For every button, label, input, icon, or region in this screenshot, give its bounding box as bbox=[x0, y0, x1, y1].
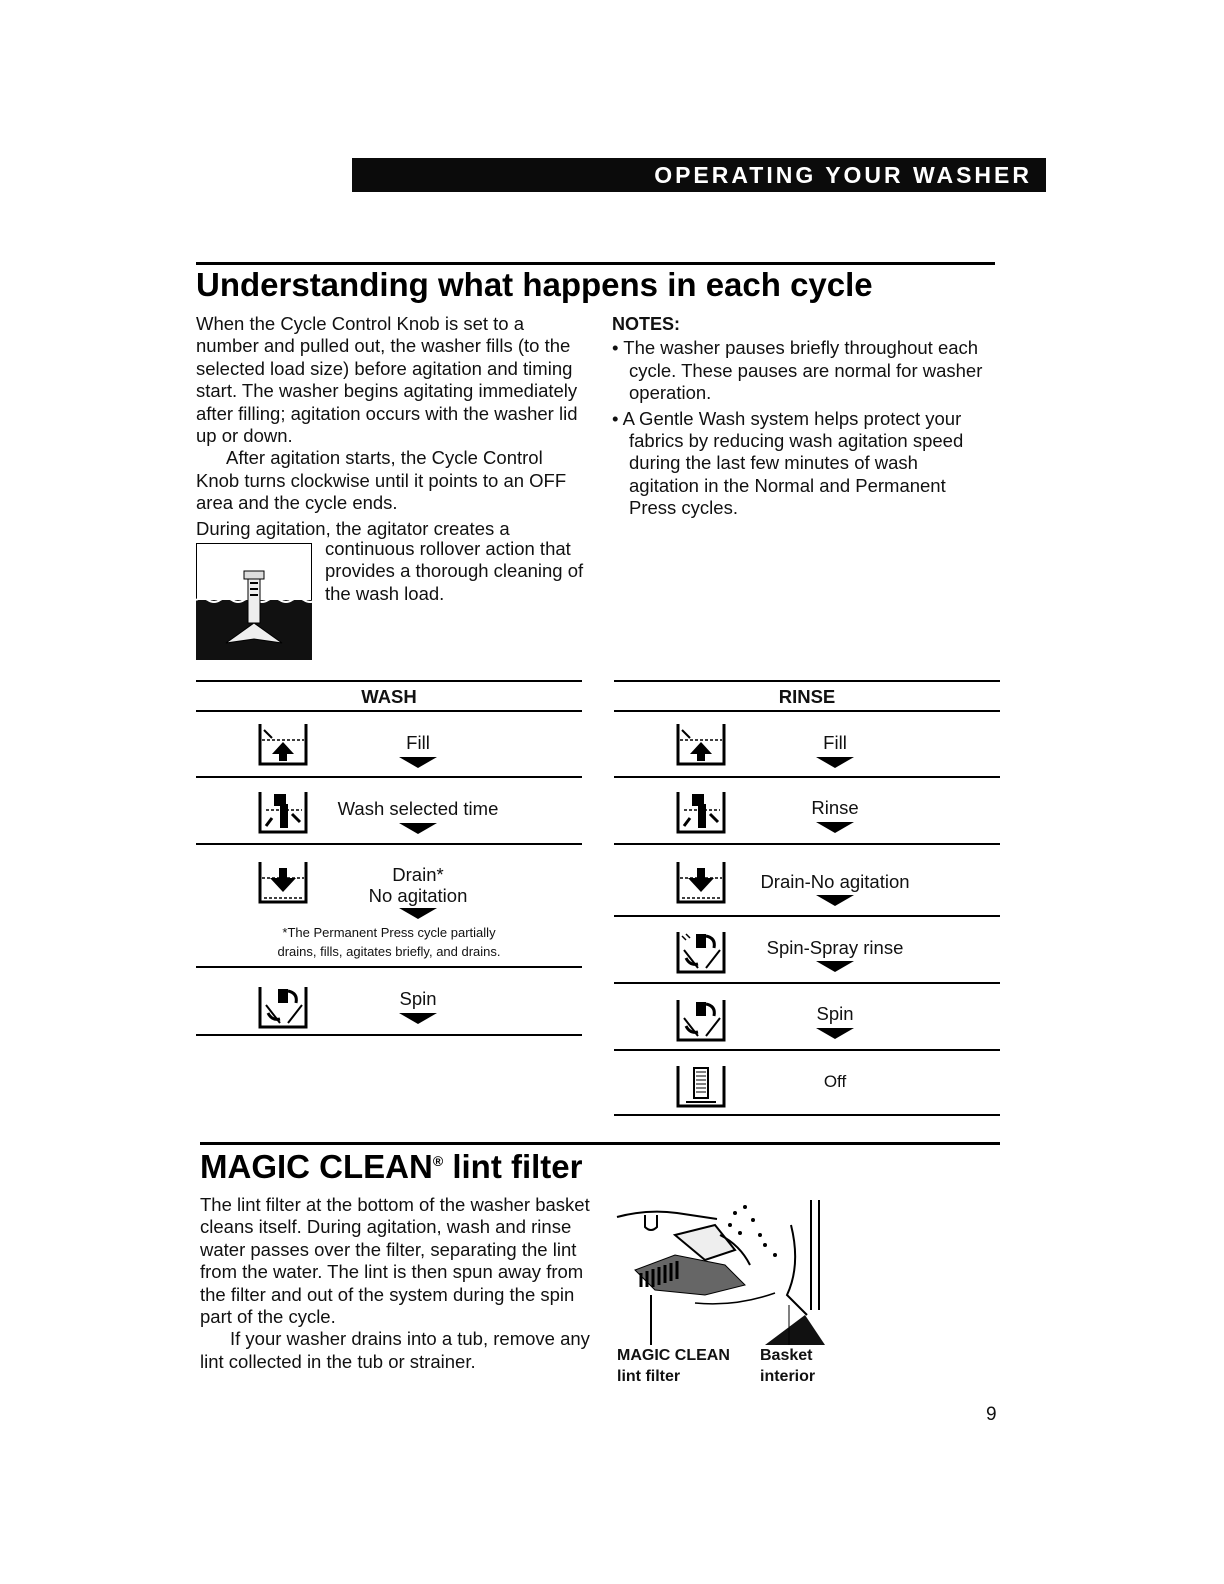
wash-step-label: Drain* bbox=[392, 864, 444, 885]
caption-line: Basket bbox=[760, 1347, 813, 1364]
rinse-rule bbox=[614, 843, 1000, 845]
down-arrow-icon bbox=[816, 757, 854, 768]
agitator-text: continuous rollover action that provides a thorough cleaning of the wash load. bbox=[325, 538, 584, 604]
wash-step-label: Wash selected time bbox=[337, 798, 499, 819]
section-title-rest: lint filter bbox=[443, 1148, 583, 1185]
fill-icon bbox=[258, 720, 310, 768]
down-arrow-icon bbox=[399, 757, 437, 768]
lint-text bbox=[200, 1194, 590, 1373]
intro-paragraph: After agitation starts, the Cycle Control Knob turns clockwise until it points to an OFF area and the cycle ends. bbox=[196, 447, 567, 514]
page-title: Understanding what happens in each cycle bbox=[196, 266, 873, 303]
rinse-step-label: Drain-No agitation bbox=[760, 871, 910, 892]
wash-rule bbox=[196, 1034, 582, 1036]
rinse-step-label: Off bbox=[823, 1072, 847, 1091]
wash-step-label: Fill bbox=[406, 732, 430, 753]
rinse-rule bbox=[614, 680, 1000, 682]
drain-icon bbox=[258, 858, 310, 906]
page-number: 9 bbox=[986, 1404, 997, 1425]
rinse-rule bbox=[614, 1049, 1000, 1051]
spin-icon bbox=[258, 983, 310, 1031]
section-banner: OPERATING YOUR WASHER bbox=[352, 158, 1046, 192]
rinse-rule bbox=[614, 1114, 1000, 1116]
intro-paragraph: During agitation, the agitator creates a bbox=[196, 517, 510, 539]
rinse-step-label: Spin bbox=[816, 1003, 854, 1024]
lint-paragraph: If your washer drains into a tub, remove any lint collected in the tub or strainer. bbox=[200, 1328, 590, 1372]
spin-icon bbox=[676, 996, 728, 1044]
wash-rule bbox=[196, 710, 582, 712]
down-arrow-icon bbox=[399, 823, 437, 834]
rinse-step-label: Spin-Spray rinse bbox=[766, 937, 904, 958]
note-item: • A Gentle Wash system helps protect your fabrics by reducing wash agitation speed during the last few minutes of wash agitation in the Normal and Permanent Press cycles. bbox=[612, 407, 964, 519]
rinse-rule bbox=[614, 776, 1000, 778]
title-rule bbox=[200, 1142, 1000, 1145]
title-rule bbox=[196, 262, 995, 265]
down-arrow-icon bbox=[399, 908, 437, 919]
rinse-heading: RINSE bbox=[778, 686, 836, 707]
wash-footnote bbox=[196, 923, 582, 961]
caption-line: lint filter bbox=[617, 1368, 681, 1385]
wash-rule bbox=[196, 680, 582, 682]
section-title bbox=[200, 1148, 583, 1186]
fill-icon bbox=[676, 720, 728, 768]
section-title-brand: MAGIC CLEAN bbox=[200, 1148, 433, 1185]
down-arrow-icon bbox=[399, 1013, 437, 1024]
rinse-rule bbox=[614, 982, 1000, 984]
wash-step-label: Spin bbox=[399, 988, 437, 1009]
down-arrow-icon bbox=[816, 822, 854, 833]
registered-mark: ® bbox=[432, 1153, 444, 1169]
rinse-step-label: Fill bbox=[823, 732, 847, 753]
down-arrow-icon bbox=[816, 895, 854, 906]
intro-paragraph: When the Cycle Control Knob is set to a number and pulled out, the washer fills (to the selected load size) before agitation and timing start. The washer begins agitating immediately after filling; agitation occurs with the washer lid up or down. bbox=[196, 313, 578, 447]
wash-rule bbox=[196, 966, 582, 968]
agitate-icon bbox=[676, 788, 728, 836]
intro-text bbox=[196, 313, 586, 540]
agitator-illustration bbox=[196, 543, 312, 660]
notes-heading: NOTES: bbox=[612, 314, 681, 334]
footnote-line: *The Permanent Press cycle partially bbox=[282, 925, 496, 940]
notes bbox=[612, 313, 992, 523]
note-item: • The washer pauses briefly throughout each cycle. These pauses are normal for washer operation. bbox=[612, 337, 983, 404]
rinse-rule bbox=[614, 710, 1000, 712]
lint-paragraph: The lint filter at the bottom of the washer basket cleans itself. During agitation, wash and rinse water passes over the filter, separating the lint from the water. The lint is then spun away from the filter and out of the system during the spin part of the cycle. bbox=[200, 1194, 590, 1328]
footnote-line: drains, fills, agitates briefly, and drains. bbox=[277, 944, 501, 959]
lint-filter-illustration bbox=[615, 1195, 845, 1345]
caption-line: MAGIC CLEAN bbox=[617, 1347, 730, 1364]
agitate-icon bbox=[258, 788, 310, 836]
wash-rule bbox=[196, 776, 582, 778]
down-arrow-icon bbox=[816, 1028, 854, 1039]
rinse-step-label: Rinse bbox=[811, 797, 859, 818]
down-arrow-icon bbox=[816, 961, 854, 972]
wash-step-sublabel: No agitation bbox=[368, 885, 468, 906]
wash-rule bbox=[196, 843, 582, 845]
rinse-rule bbox=[614, 915, 1000, 917]
spin-spray-icon bbox=[676, 928, 728, 976]
drain-icon bbox=[676, 858, 728, 906]
caption-lint-filter bbox=[617, 1345, 730, 1387]
wash-heading: WASH bbox=[361, 686, 417, 707]
off-icon bbox=[676, 1062, 728, 1110]
caption-line: interior bbox=[760, 1368, 816, 1385]
caption-basket-interior bbox=[760, 1345, 815, 1387]
